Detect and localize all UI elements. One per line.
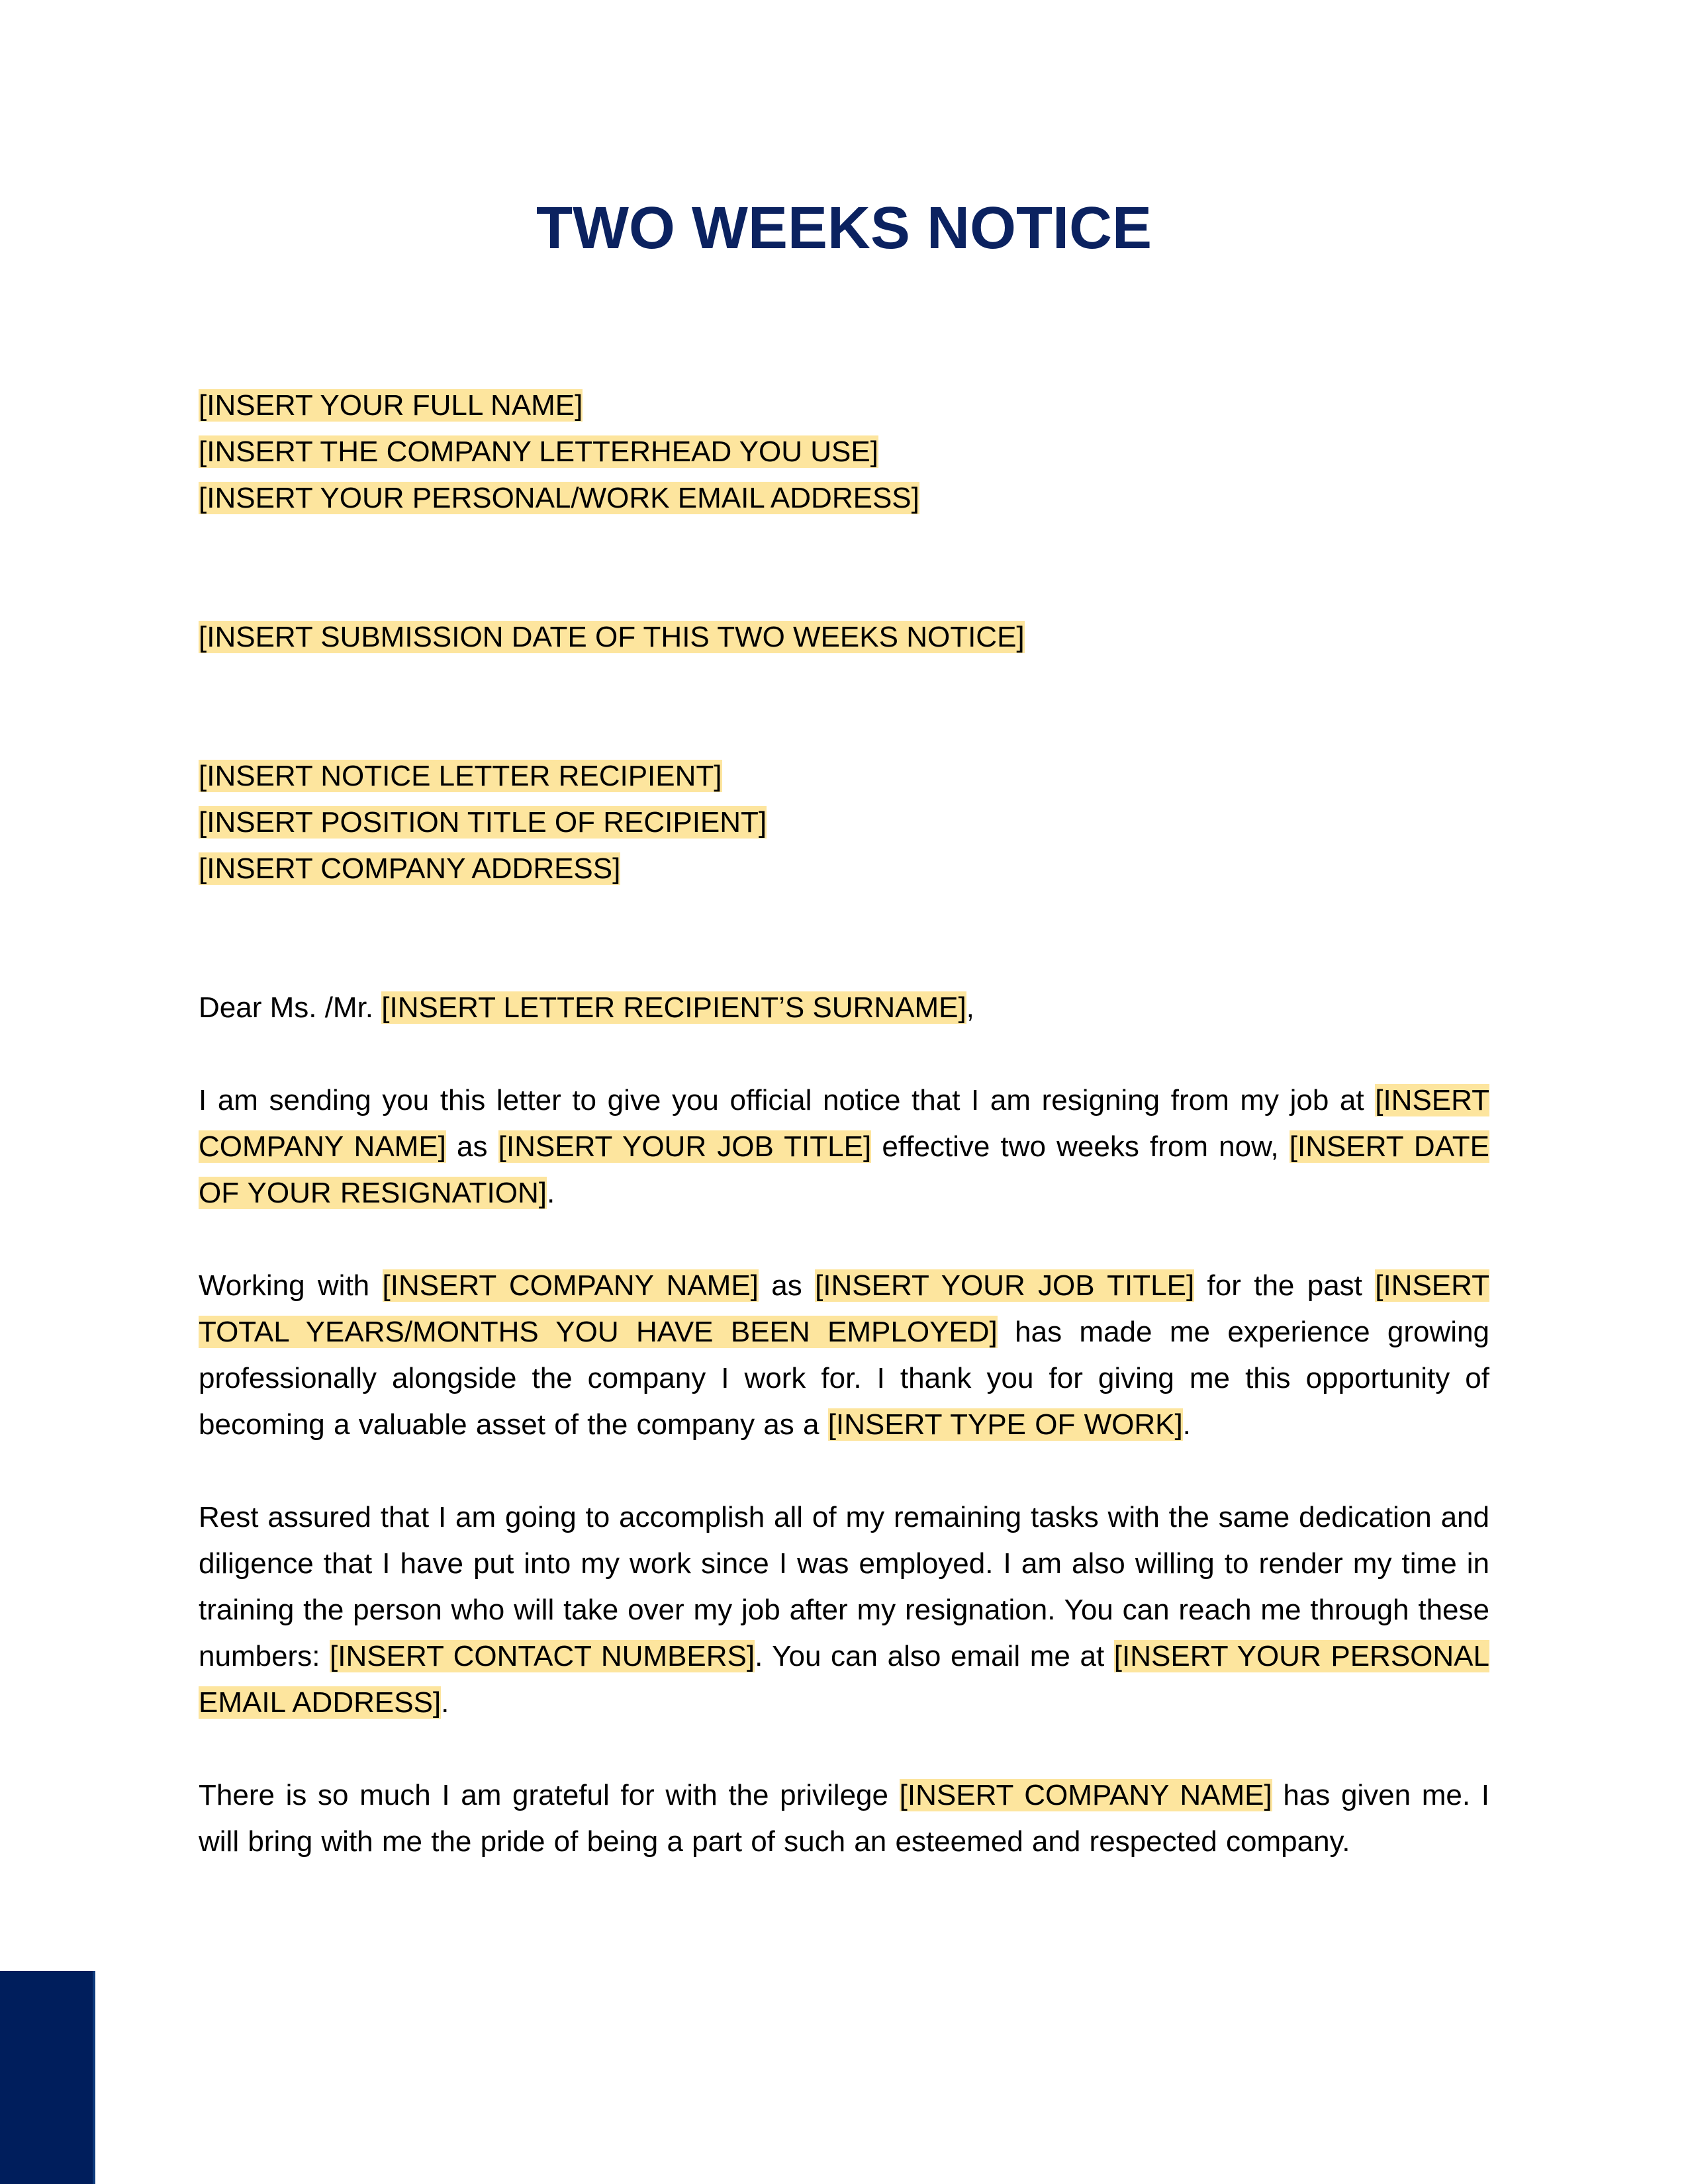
paragraph-resignation xyxy=(199,1077,1489,1216)
recipient-address-line xyxy=(199,846,1489,892)
p3-text-1: Rest assured that I am going to accomplish all of my remaining tasks with the same dedication and diligence that I have put into my work since I was employed. I am also willing to render my time in training the person who will take over my job after my resignation. You can reach me through these numbers: xyxy=(199,1501,1489,1672)
p3-personal-email-placeholder: [INSERT YOUR PERSONAL EMAIL ADDRESS] xyxy=(199,1640,1489,1719)
sender-email-line xyxy=(199,475,1489,522)
p2-text-5: . xyxy=(1182,1408,1191,1441)
p4-company-name-placeholder: [INSERT COMPANY NAME] xyxy=(899,1779,1272,1811)
recipient-block xyxy=(199,753,1489,892)
sender-name-line xyxy=(199,383,1489,429)
p1-text-1: I am sending you this letter to give you official notice that I am resigning from my job at xyxy=(199,1084,1376,1116)
p4-text-2: has given me. I will bring with me the pride of being a part of such an esteemed and respected company. xyxy=(199,1779,1489,1858)
p2-text-1: Working with xyxy=(199,1269,383,1302)
paragraph-transition xyxy=(199,1494,1489,1726)
p2-text-2: as xyxy=(758,1269,816,1302)
paragraph-gratitude xyxy=(199,1772,1489,1865)
recipient-address-placeholder: [INSERT COMPANY ADDRESS] xyxy=(199,852,621,885)
recipient-name-line xyxy=(199,753,1489,799)
recipient-name-placeholder: [INSERT NOTICE LETTER RECIPIENT] xyxy=(199,760,722,792)
p2-job-title-placeholder: [INSERT YOUR JOB TITLE] xyxy=(815,1269,1195,1302)
sender-letterhead-line xyxy=(199,429,1489,475)
salutation xyxy=(199,985,1489,1031)
p3-text-3: . xyxy=(441,1686,449,1719)
salutation-prefix: Dear Ms. /Mr. xyxy=(199,991,382,1024)
salutation-surname-placeholder: [INSERT LETTER RECIPIENT’S SURNAME] xyxy=(381,991,966,1024)
p1-text-3: effective two weeks from now, xyxy=(871,1130,1289,1163)
p2-employment-duration-placeholder: [INSERT TOTAL YEARS/MONTHS YOU HAVE BEEN EMPLOYED] xyxy=(199,1269,1490,1348)
sender-block xyxy=(199,383,1489,522)
recipient-position-placeholder: [INSERT POSITION TITLE OF RECIPIENT] xyxy=(199,806,767,839)
footer-decorative-bar xyxy=(0,1971,95,2184)
sender-letterhead-placeholder: [INSERT THE COMPANY LETTERHEAD YOU USE] xyxy=(199,435,878,468)
p1-text-2: as xyxy=(445,1130,498,1163)
p3-text-2: . You can also email me at xyxy=(755,1640,1114,1672)
date-line xyxy=(199,614,1489,660)
p2-text-3: for the past xyxy=(1194,1269,1376,1302)
p4-text-1: There is so much I am grateful for with the privilege xyxy=(199,1779,900,1811)
paragraph-experience xyxy=(199,1263,1489,1448)
p2-work-type-placeholder: [INSERT TYPE OF WORK] xyxy=(827,1408,1183,1441)
date-block xyxy=(199,614,1489,660)
p2-text-4: has made me experience growing professionally alongside the company I work for. I thank you for giving me this opportunity of becoming a valuable asset of the company as a xyxy=(199,1316,1490,1441)
salutation-suffix: , xyxy=(966,991,974,1024)
recipient-position-line xyxy=(199,799,1489,846)
p1-text-4: . xyxy=(546,1177,555,1209)
document-title: TWO WEEKS NOTICE xyxy=(536,195,1152,261)
p3-contact-numbers-placeholder: [INSERT CONTACT NUMBERS] xyxy=(330,1640,755,1672)
sender-email-placeholder: [INSERT YOUR PERSONAL/WORK EMAIL ADDRESS] xyxy=(199,482,919,514)
date-placeholder: [INSERT SUBMISSION DATE OF THIS TWO WEEKS NOTICE] xyxy=(199,621,1025,653)
sender-name-placeholder: [INSERT YOUR FULL NAME] xyxy=(199,389,583,422)
p1-job-title-placeholder: [INSERT YOUR JOB TITLE] xyxy=(498,1130,872,1163)
salutation-line xyxy=(199,985,1489,1031)
p1-company-name-placeholder: [INSERT COMPANY NAME] xyxy=(199,1084,1489,1163)
p1-resignation-date-placeholder: [INSERT DATE OF YOUR RESIGNATION] xyxy=(199,1130,1489,1209)
p2-company-name-placeholder: [INSERT COMPANY NAME] xyxy=(382,1269,759,1302)
